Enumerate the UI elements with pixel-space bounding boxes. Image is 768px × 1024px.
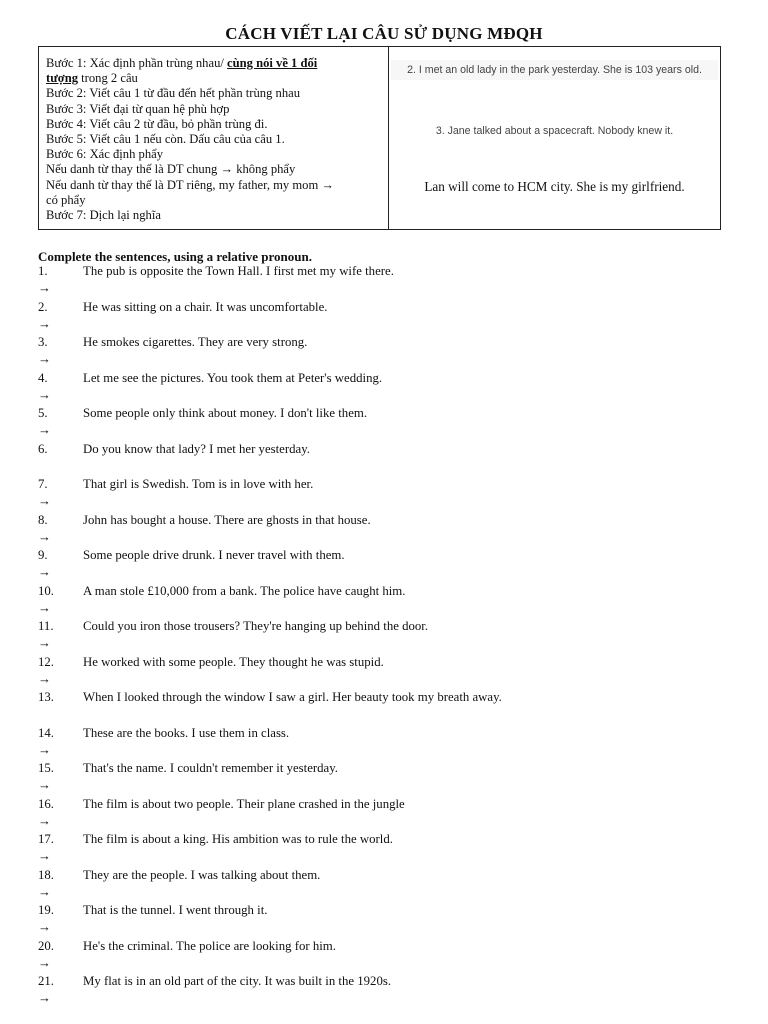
exercise-item — [38, 406, 738, 442]
item-number: 10. — [38, 583, 54, 598]
answer-arrow: → — [38, 493, 51, 508]
exercise-item — [38, 619, 738, 655]
exercise-item — [38, 832, 738, 868]
page-title: CÁCH VIẾT LẠI CÂU SỬ DỤNG MĐQH — [225, 24, 543, 43]
exercise-item — [38, 584, 738, 620]
item-sentence: Do you know that lady? I met her yesterday. — [83, 441, 310, 456]
exercise-item — [38, 264, 738, 300]
step-line: Nếu danh từ thay thế là DT riêng, my father, my mom → — [46, 177, 334, 192]
item-sentence: My flat is in an old part of the city. It was built in the 1920s. — [83, 974, 392, 988]
item-sentence: They are the people. I was talking about them. — [83, 867, 321, 882]
item-number: 5. — [38, 406, 48, 420]
item-number: 19. — [38, 903, 54, 917]
item-number: 1. — [38, 264, 48, 278]
item-number: 6. — [38, 441, 48, 456]
example-3: Lan will come to HCM city. She is my girlfriend. — [424, 179, 685, 194]
answer-arrow: → — [38, 564, 51, 579]
answer-arrow: → — [38, 848, 51, 863]
item-sentence: Some people only think about money. I don't like them. — [83, 406, 368, 420]
step-line: Nếu danh từ thay thế là DT chung → không phẩy — [46, 162, 296, 177]
exercise-item — [38, 335, 738, 371]
exercise-item — [38, 726, 738, 762]
step-1-line: Bước 1: Xác định phần trùng nhau/ cùng nói về 1 đối — [46, 56, 318, 70]
answer-arrow: → — [38, 919, 51, 934]
item-number: 12. — [38, 654, 54, 669]
steps-column — [39, 47, 389, 229]
item-number: 17. — [38, 832, 54, 846]
item-number: 2. — [38, 299, 48, 314]
item-sentence: He smokes cigarettes. They are very strong. — [83, 335, 308, 349]
exercise-item — [38, 300, 738, 336]
examples-column — [389, 47, 720, 229]
exercise-item — [38, 939, 738, 975]
exercise-item — [38, 513, 738, 549]
item-sentence: A man stole £10,000 from a bank. The police have caught him. — [83, 583, 406, 598]
exercise-item — [38, 868, 738, 904]
answer-arrow: → — [38, 777, 51, 792]
answer-arrow: → — [38, 883, 51, 899]
item-sentence: These are the books. I use them in class. — [83, 725, 290, 740]
steps-table — [38, 46, 721, 230]
answer-arrow: → — [38, 315, 51, 331]
item-sentence: John has bought a house. There are ghosts in that house. — [83, 512, 371, 527]
example-2: 3. Jane talked about a spacecraft. Nobody knew it. — [435, 125, 674, 137]
exercise-item — [38, 761, 738, 797]
item-sentence: Some people drive drunk. I never travel with them. — [83, 548, 345, 562]
item-number: 9. — [38, 548, 48, 562]
item-number: 4. — [38, 370, 48, 385]
answer-arrow: → — [38, 386, 51, 402]
item-sentence: When I looked through the window I saw a girl. Her beauty took my breath away. — [83, 690, 502, 704]
item-number: 3. — [38, 335, 48, 349]
exercise-list — [38, 264, 738, 1010]
answer-arrow: → — [38, 528, 51, 544]
example-1: 2. I met an old lady in the park yesterday. She is 103 years old. — [391, 60, 718, 80]
exercise-item — [38, 974, 738, 1010]
answer-arrow: → — [38, 599, 51, 615]
item-number: 16. — [38, 796, 54, 811]
answer-arrow: → — [38, 280, 51, 295]
exercise-item — [38, 371, 738, 407]
item-sentence: Let me see the pictures. You took them at Peter's wedding. — [83, 370, 383, 385]
answer-arrow: → — [38, 670, 51, 686]
item-sentence: That's the name. I couldn't remember it yesterday. — [83, 761, 339, 775]
answer-arrow: → — [38, 635, 51, 650]
answer-arrow: → — [38, 351, 51, 366]
exercise-item — [38, 548, 738, 584]
item-sentence: That is the tunnel. I went through it. — [83, 903, 268, 917]
item-sentence: He worked with some people. They thought he was stupid. — [83, 654, 384, 669]
item-sentence: The film is about a king. His ambition was to rule the world. — [83, 832, 393, 846]
step-line: có phẩy — [46, 192, 86, 207]
item-number: 21. — [38, 974, 54, 988]
step-line: Bước 2: Viết câu 1 từ đầu đến hết phần trùng nhau — [46, 86, 300, 101]
step-line: Bước 5: Viết câu 1 nếu còn. Dấu câu của câu 1. — [46, 132, 285, 147]
step-line: Bước 3: Viết đại từ quan hệ phù hợp — [46, 101, 230, 116]
item-number: 14. — [38, 725, 54, 740]
answer-arrow: → — [38, 954, 51, 970]
answer-arrow: → — [38, 812, 51, 828]
item-sentence: That girl is Swedish. Tom is in love with her. — [83, 477, 314, 491]
item-sentence: He was sitting on a chair. It was uncomfortable. — [83, 299, 328, 314]
step-1-line-cont: tượng trong 2 câu — [46, 71, 138, 86]
step-1-emphasis: cùng nói về 1 đối — [227, 56, 318, 70]
exercise-item — [38, 690, 738, 726]
step-line: Bước 4: Viết câu 2 từ đầu, bỏ phần trùng đi. — [46, 116, 268, 131]
exercise-item — [38, 442, 738, 478]
item-sentence: He's the criminal. The police are looking for him. — [83, 938, 336, 953]
exercise-item — [38, 477, 738, 513]
item-number: 7. — [38, 477, 48, 491]
exercise-instruction: Complete the sentences, using a relative pronoun. — [38, 249, 312, 264]
item-number: 8. — [38, 512, 48, 527]
exercise-item — [38, 655, 738, 691]
item-number: 11. — [38, 619, 54, 633]
exercise-item — [38, 797, 738, 833]
step-line: Bước 6: Xác định phẩy — [46, 147, 164, 162]
item-sentence: Could you iron those trousers? They're hanging up behind the door. — [83, 619, 429, 633]
answer-arrow: → — [38, 990, 51, 1005]
item-sentence: The film is about two people. Their plane crashed in the jungle — [83, 796, 405, 811]
answer-arrow: → — [38, 422, 51, 437]
step-line: Bước 7: Dịch lại nghĩa — [46, 208, 161, 223]
item-number: 20. — [38, 938, 54, 953]
item-sentence: The pub is opposite the Town Hall. I first met my wife there. — [83, 264, 394, 278]
item-number: 18. — [38, 867, 54, 882]
answer-arrow: → — [38, 741, 51, 757]
item-number: 13. — [38, 690, 54, 704]
exercise-item — [38, 903, 738, 939]
item-number: 15. — [38, 761, 54, 775]
